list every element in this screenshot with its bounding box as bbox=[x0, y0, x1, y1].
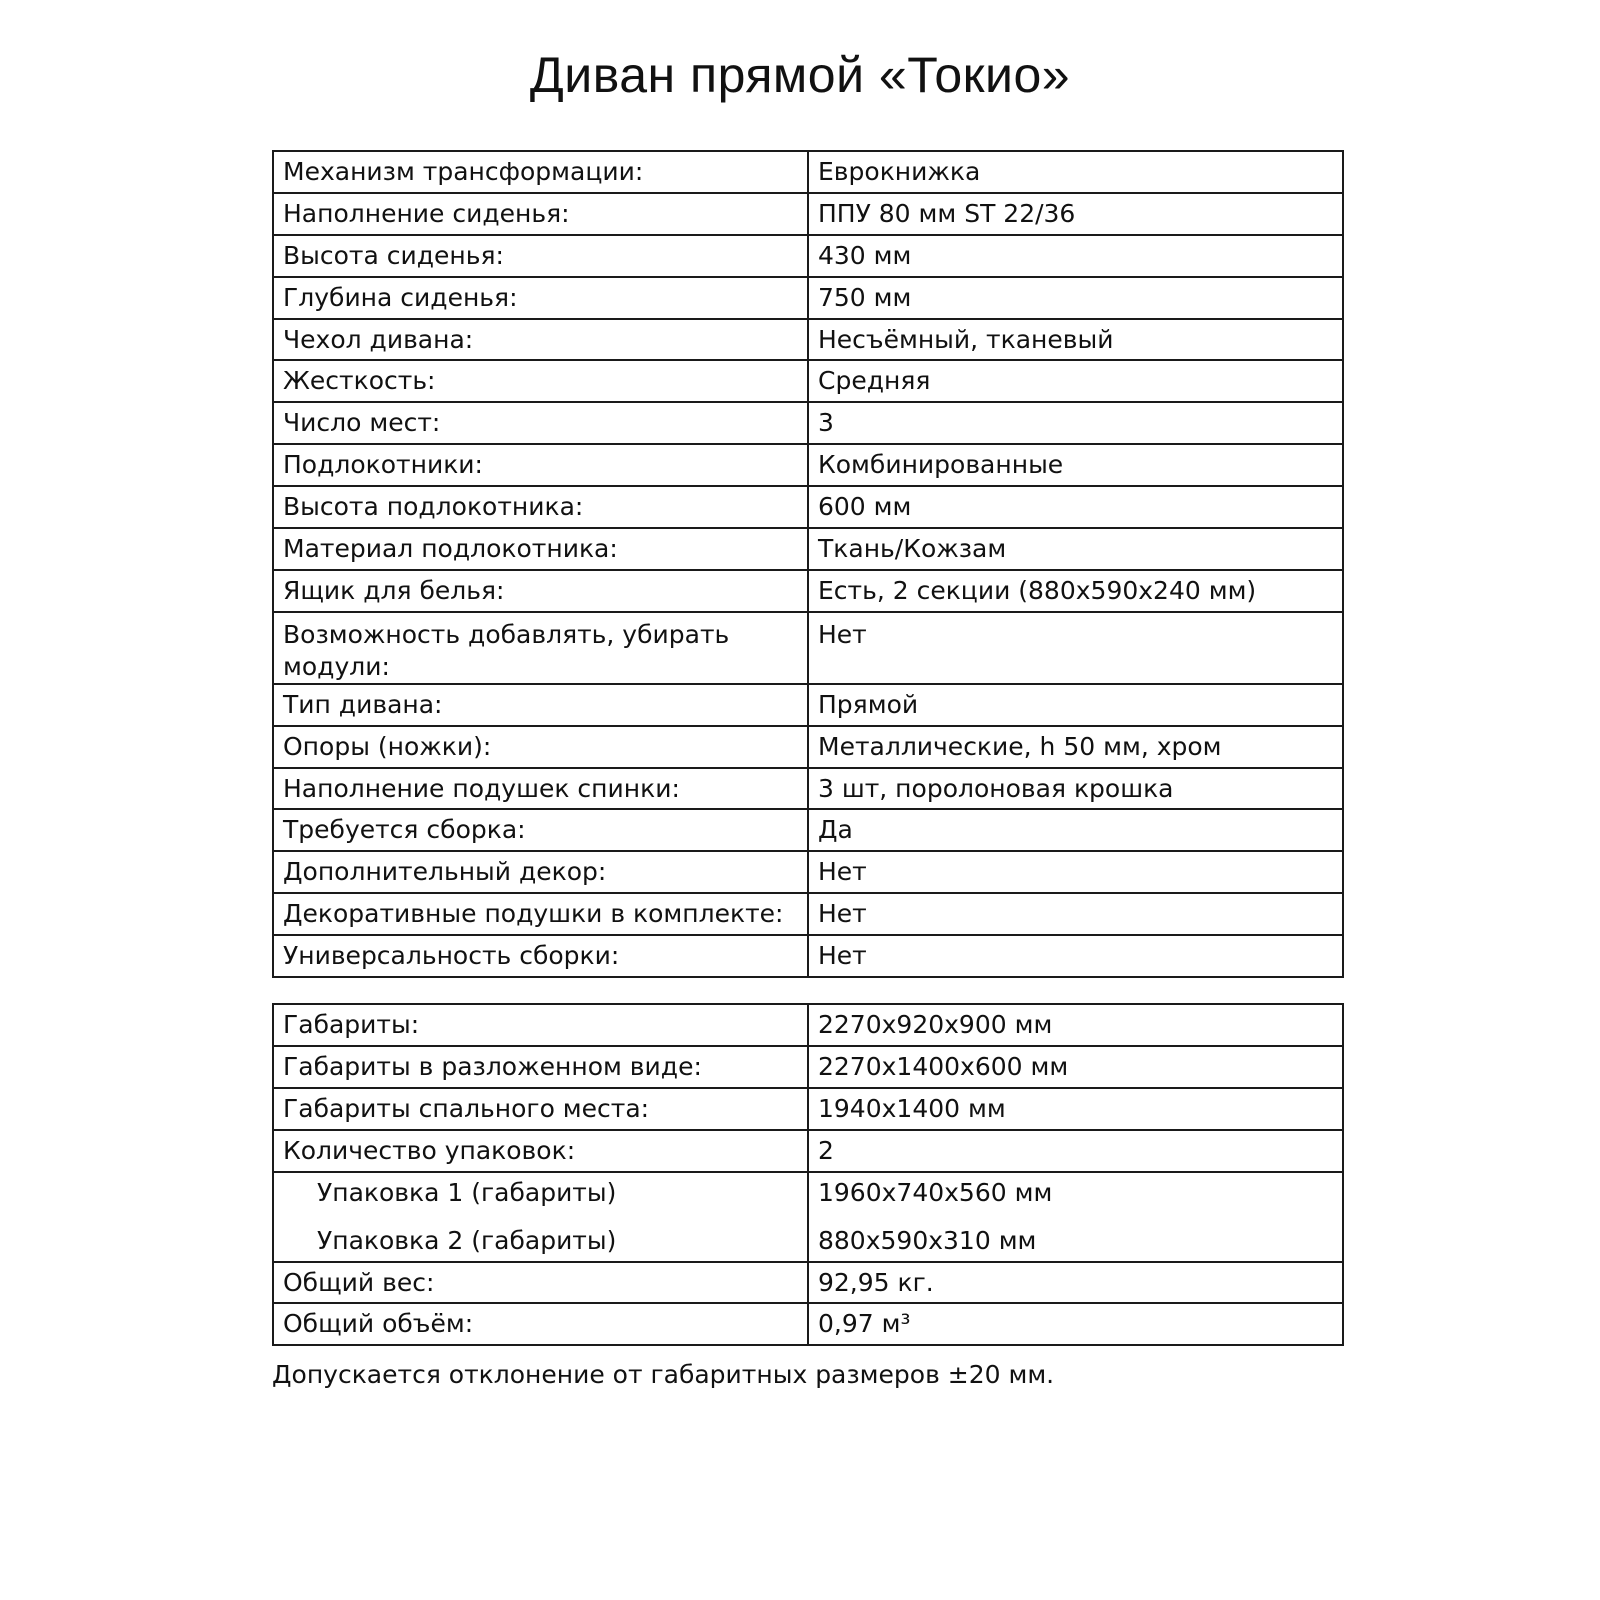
packages-labels-cell bbox=[273, 1172, 808, 1262]
table-row bbox=[273, 809, 1343, 851]
spec-value: Еврокнижка bbox=[808, 151, 1343, 193]
package-2-label: Упаковка 2 (габариты) bbox=[317, 1225, 617, 1255]
table-row bbox=[273, 612, 1343, 684]
table-row bbox=[273, 402, 1343, 444]
table-row bbox=[273, 1088, 1343, 1130]
spec-label: Декоративные подушки в комплекте: bbox=[273, 893, 808, 935]
package-1-label: Упаковка 1 (габариты) bbox=[317, 1177, 617, 1207]
package-2-value: 880х590х310 мм bbox=[818, 1225, 1037, 1255]
spec-value: Металлические, h 50 мм, хром bbox=[808, 726, 1343, 768]
spec-label: Механизм трансформации: bbox=[273, 151, 808, 193]
table-row bbox=[273, 235, 1343, 277]
table-row bbox=[273, 935, 1343, 977]
table-row bbox=[273, 1046, 1343, 1088]
page-title: Диван прямой «Токио» bbox=[529, 47, 1071, 103]
dimension-value: 1940х1400 мм bbox=[808, 1088, 1343, 1130]
spec-value: 3 шт, поролоновая крошка bbox=[808, 768, 1343, 810]
spec-label: Ящик для белья: bbox=[273, 570, 808, 612]
table-row bbox=[273, 444, 1343, 486]
spec-label: Дополнительный декор: bbox=[273, 851, 808, 893]
spec-value: Ткань/Кожзам bbox=[808, 528, 1343, 570]
spec-value: 430 мм bbox=[808, 235, 1343, 277]
dimension-value: 2270х1400х600 мм bbox=[808, 1046, 1343, 1088]
spec-value: 750 мм bbox=[808, 277, 1343, 319]
spec-label: Материал подлокотника: bbox=[273, 528, 808, 570]
spec-label: Наполнение подушек спинки: bbox=[273, 768, 808, 810]
dimensions-table bbox=[272, 1003, 1344, 1346]
table-row bbox=[273, 1262, 1343, 1304]
spec-value: 3 bbox=[808, 402, 1343, 444]
dimension-label: Габариты в разложенном виде: bbox=[273, 1046, 808, 1088]
table-row bbox=[273, 893, 1343, 935]
dimension-label: Общий объём: bbox=[273, 1303, 808, 1345]
table-row bbox=[273, 1130, 1343, 1172]
table-row bbox=[273, 528, 1343, 570]
dimension-label: Габариты: bbox=[273, 1004, 808, 1046]
spec-label: Требуется сборка: bbox=[273, 809, 808, 851]
spec-label: Глубина сиденья: bbox=[273, 277, 808, 319]
spec-label: Жесткость: bbox=[273, 360, 808, 402]
table-row-packages bbox=[273, 1172, 1343, 1262]
dimension-label: Количество упаковок: bbox=[273, 1130, 808, 1172]
spec-value: Нет bbox=[808, 851, 1343, 893]
spec-label: Опоры (ножки): bbox=[273, 726, 808, 768]
dimension-value: 0,97 м³ bbox=[808, 1303, 1343, 1345]
dimension-value: 92,95 кг. bbox=[808, 1262, 1343, 1304]
spec-value: 600 мм bbox=[808, 486, 1343, 528]
spec-value: Есть, 2 секции (880х590х240 мм) bbox=[808, 570, 1343, 612]
specs-table bbox=[272, 150, 1344, 978]
spec-label: Подлокотники: bbox=[273, 444, 808, 486]
spec-value: Прямой bbox=[808, 684, 1343, 726]
spec-value: Нет bbox=[808, 893, 1343, 935]
spec-label: Наполнение сиденья: bbox=[273, 193, 808, 235]
spec-value: Нет bbox=[808, 935, 1343, 977]
table-row bbox=[273, 1303, 1343, 1345]
spec-value: Комбинированные bbox=[808, 444, 1343, 486]
spec-label: Возможность добавлять, убирать модули: bbox=[273, 612, 808, 684]
table-row bbox=[273, 726, 1343, 768]
table-row bbox=[273, 851, 1343, 893]
table-row bbox=[273, 319, 1343, 361]
tolerance-note: Допускается отклонение от габаритных размеров ±20 мм. bbox=[272, 1360, 1055, 1389]
table-row bbox=[273, 570, 1343, 612]
table-row bbox=[273, 151, 1343, 193]
spec-label: Высота сиденья: bbox=[273, 235, 808, 277]
spec-value: Нет bbox=[808, 612, 1343, 684]
spec-value: Несъёмный, тканевый bbox=[808, 319, 1343, 361]
table-row bbox=[273, 486, 1343, 528]
package-1-value: 1960х740х560 мм bbox=[818, 1177, 1053, 1207]
table-row bbox=[273, 360, 1343, 402]
spec-value: Средняя bbox=[808, 360, 1343, 402]
dimension-value: 2 bbox=[808, 1130, 1343, 1172]
spec-label: Универсальность сборки: bbox=[273, 935, 808, 977]
spec-label: Чехол дивана: bbox=[273, 319, 808, 361]
spec-value: ППУ 80 мм ST 22/36 bbox=[808, 193, 1343, 235]
spec-value: Да bbox=[808, 809, 1343, 851]
spec-label: Высота подлокотника: bbox=[273, 486, 808, 528]
dimension-label: Общий вес: bbox=[273, 1262, 808, 1304]
dimension-value: 2270х920х900 мм bbox=[808, 1004, 1343, 1046]
table-row bbox=[273, 684, 1343, 726]
table-row bbox=[273, 277, 1343, 319]
table-row bbox=[273, 768, 1343, 810]
table-row bbox=[273, 193, 1343, 235]
packages-values-cell bbox=[808, 1172, 1343, 1262]
dimension-label: Габариты спального места: bbox=[273, 1088, 808, 1130]
spec-label: Число мест: bbox=[273, 402, 808, 444]
spec-label: Тип дивана: bbox=[273, 684, 808, 726]
table-row bbox=[273, 1004, 1343, 1046]
